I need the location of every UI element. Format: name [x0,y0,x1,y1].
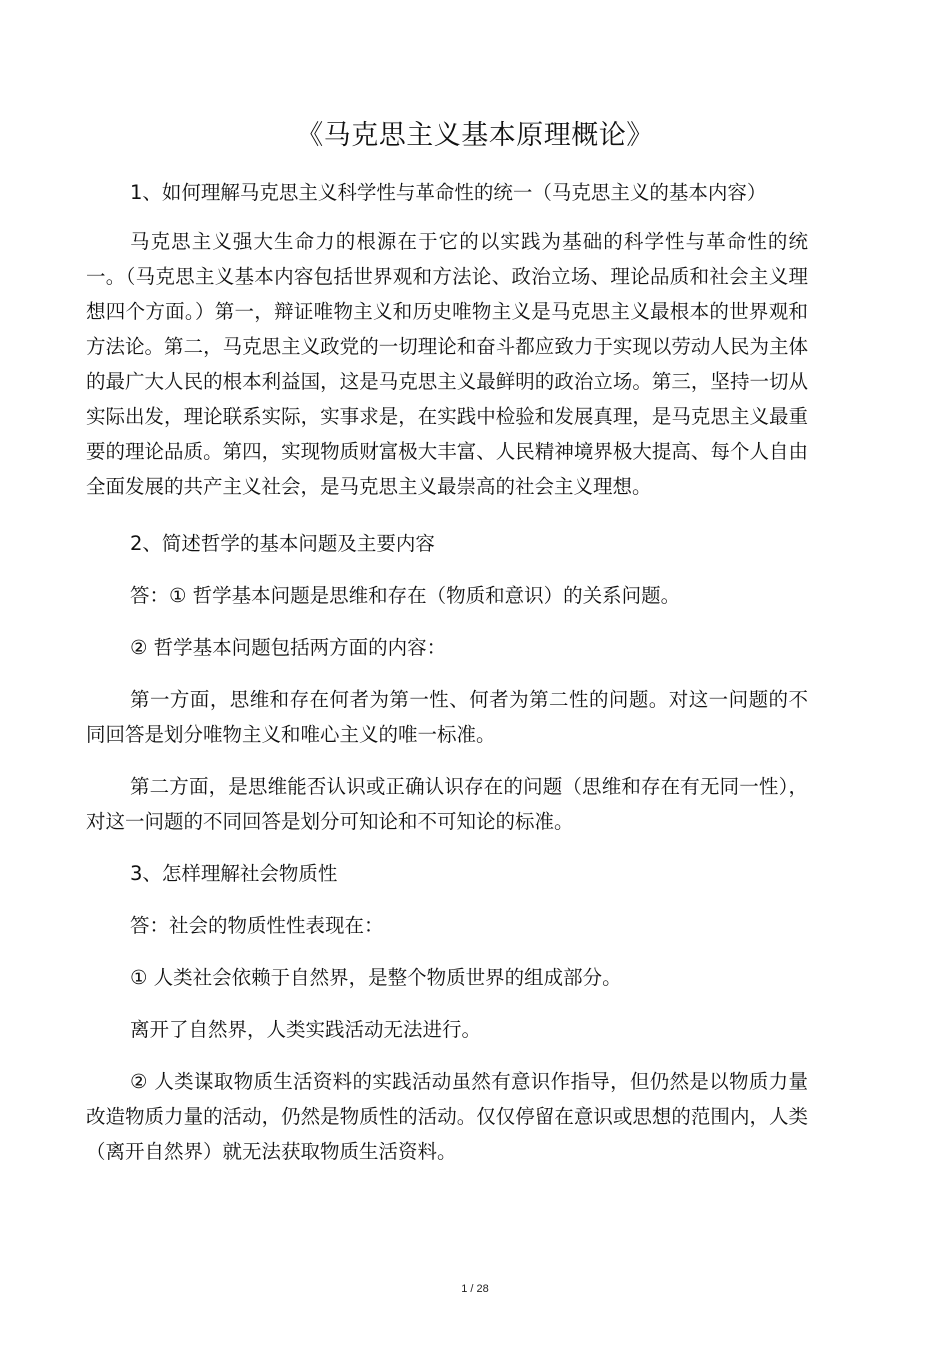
document-body [86,175,808,1169]
question-heading-1: 1、如何理解马克思主义科学性与革命性的统一（马克思主义的基本内容） [130,181,767,204]
answer-paragraph-1: 马克思主义强大生命力的根源在于它的以实践为基础的科学性与革命性的统一。（马克思主义基本内容包括世界观和方法论、政治立场、理论品质和社会主义理想四个方面。）第一，辩证唯物主义和历史唯物主义是马克思主义最根本的世界观和方法论。第二，马克思主义政党的一切理论和奋斗都应致力于实现以劳动人民为主体的最广大人民的根本利益国，这是马克思主义最鲜明的政治立场。第三，坚持一切从实际出发，理论联系实际，实事求是，在实践中检验和发展真理，是马克思主义最重要的理论品质。第四，实现物质财富极大丰富、人民精神境界极大提高、每个人自由全面发展的共产主义社会，是马克思主义最崇高的社会主义理想。 [86,230,808,498]
question-heading-2: 2、简述哲学的基本问题及主要内容 [130,532,435,555]
answer-paragraph-2-4: 第二方面，是思维能否认识或正确认识存在的问题（思维和存在有无同一性），对这一问题的不同回答是划分可知论和不可知论的标准。 [86,775,808,833]
answer-line-3-1: 答：社会的物质性性表现在： [130,914,384,937]
answer-paragraph-2-3: 第一方面，思维和存在何者为第一性、何者为第二性的问题。对这一问题的不同回答是划分唯物主义和唯心主义的唯一标准。 [86,688,808,746]
document-title: 《马克思主义基本原理概论》 [296,120,654,151]
page-number: 1 / 28 [461,1283,489,1295]
answer-line-2-1: 答：① 哲学基本问题是思维和存在（物质和意识）的关系问题。 [130,584,681,607]
question-heading-3: 3、怎样理解社会物质性 [130,862,338,885]
answer-line-3-2: ① 人类社会依赖于自然界，是整个物质世界的组成部分。 [130,966,622,989]
answer-line-2-2: ② 哲学基本问题包括两方面的内容： [130,636,447,659]
answer-paragraph-3-4: ② 人类谋取物质生活资料的实践活动虽然有意识作指导，但仍然是以物质力量改造物质力量的活动，仍然是物质性的活动。仅仅停留在意识或思想的范围内，人类（离开自然界）就无法获取物质生活资料。 [86,1070,808,1163]
answer-line-3-3: 离开了自然界，人类实践活动无法进行。 [130,1018,482,1041]
